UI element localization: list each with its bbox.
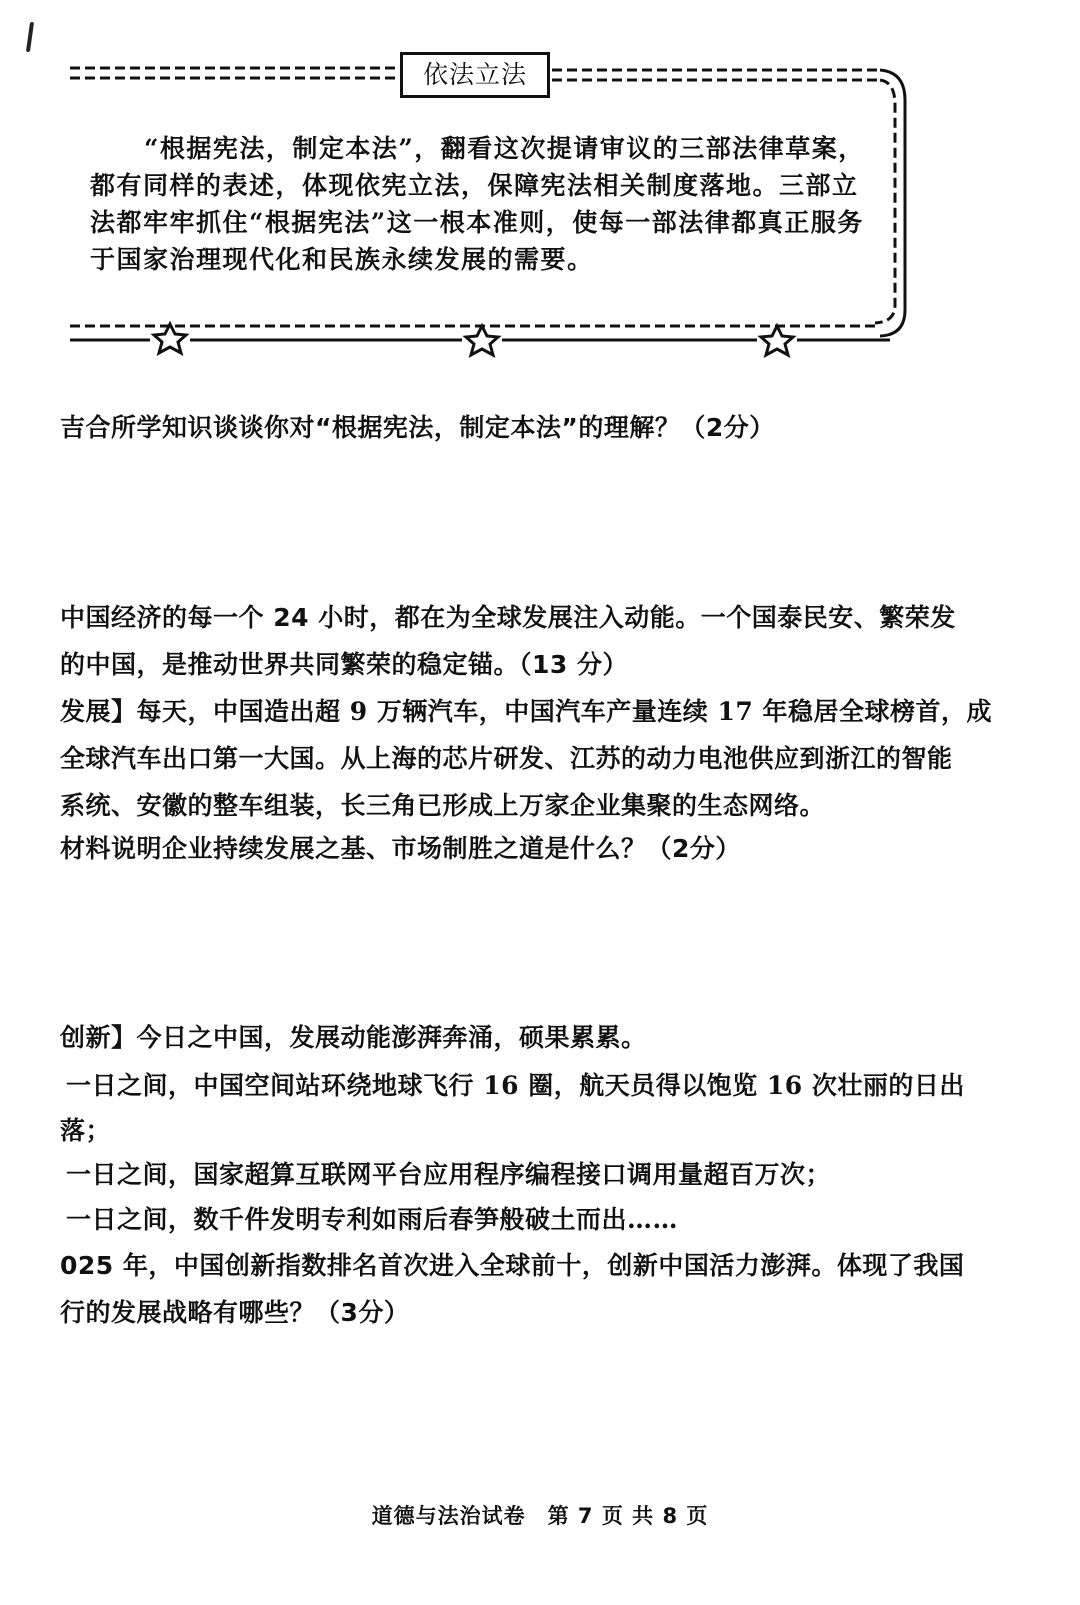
question-1: 吉合所学知识谈谈你对“根据宪法，制定本法”的理解？（2分） [60,413,775,442]
develop-material-line2: 全球汽车出口第一大国。从上海的芯片研发、江苏的动力电池供应到浙江的智能 [60,744,953,773]
innovate-item-3: 一日之间，数千件发明专利如雨后春笋般破土而出…… [66,1205,679,1234]
innovate-conclusion-line1: 025 年，中国创新指数排名首次进入全球前十，创新中国活力澎湃。体现了我国 [60,1251,965,1280]
innovate-question-line2: 行的发展战略有哪些？（3分） [60,1298,410,1327]
star-icon-3 [761,326,793,355]
develop-material-line1: 发展】每天，中国造出超 9 万辆汽车，中国汽车产量连续 17 年稳居全球榜首，成 [60,697,993,726]
develop-material-line3: 系统、安徽的整车组装，长三角已形成上万家企业集聚的生态网络。 [60,791,826,820]
question-develop: 材料说明企业持续发展之基、市场制胜之道是什么？（2分） [60,834,741,863]
innovate-material-line: 创新】今日之中国，发展动能澎湃奔涌，硕果累累。 [60,1023,647,1052]
frame-body-text: “根据宪法，制定本法”，翻看这次提请审议的三部法律草案，都有同样的表述，体现依宪立法，保障宪法相关制度落地。三部立法都牢牢抓住“根据宪法”这一根本准则，使每一部法律都真正服务于国家治理现代化和民族永续发展的需要。 [90,134,865,274]
section2-intro-line2: 的中国，是推动世界共同繁荣的稳定锚。（13 分） [60,650,628,679]
section2-intro-line1: 中国经济的每一个 24 小时，都在为全球发展注入动能。一个国泰民安、繁荣发 [60,603,956,632]
star-icon-1 [154,324,186,353]
page-footer: 道德与法治试卷 第 7 页 共 8 页 [371,1504,709,1528]
innovate-item-1a: 一日之间，中国空间站环绕地球飞行 16 圈，航天员得以饱览 16 次壮丽的日出 [66,1071,965,1100]
frame-title: 依法立法 [400,52,550,98]
star-icon-2 [466,326,498,355]
innovate-item-2: 一日之间，国家超算互联网平台应用程序编程接口调用量超百万次； [66,1160,832,1189]
innovate-item-1b: 落； [60,1116,112,1145]
